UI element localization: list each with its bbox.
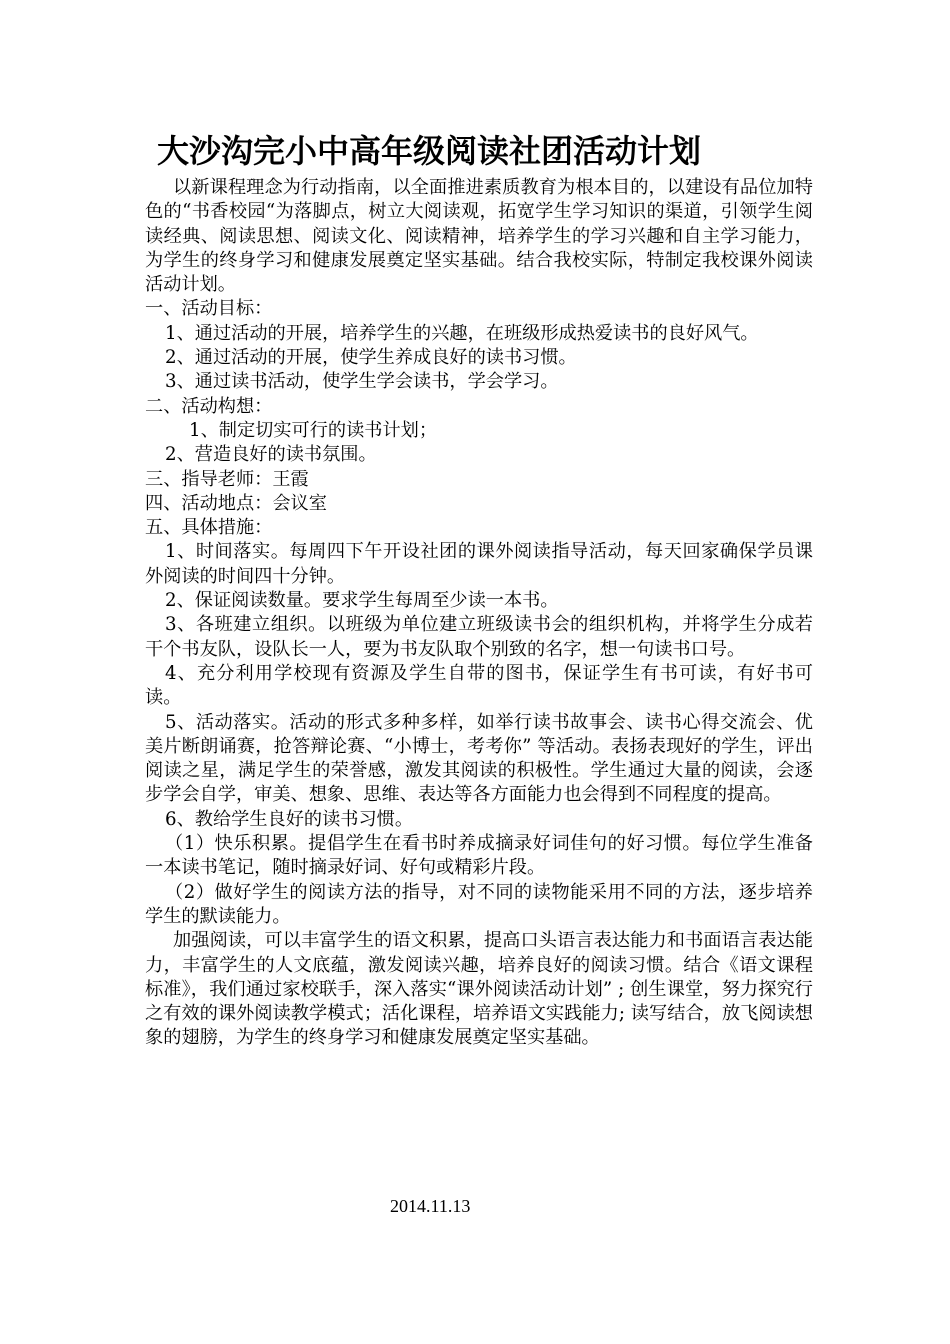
measure-item-2: 2、保证阅读数量。要求学生每周至少读一本书。 xyxy=(165,590,559,612)
document-title: 大沙沟完小中高年级阅读社团活动计划 xyxy=(157,132,702,170)
document-body xyxy=(145,176,813,1051)
concept-item-1: 1、制定切实可行的读书计划； xyxy=(189,419,438,441)
conclusion-paragraph: 加强阅读，可以丰富学生的语文积累，提高口头语言表达能力和书面语言表达能力，丰富学生的人文底蕴，激发阅读兴趣，培养良好的阅读习惯。结合《语文课程标准》，我们通过家校联手，深入落实“课外阅读活动计划” ; 创生课堂，努力探究行之有效的课外阅读教学模式；活化课程，培养语文实践能力; 读写结合，放飞阅读想象的翅膀，为学生的终身学习和健康发展奠定坚实基础。 xyxy=(145,930,813,1049)
goal-item-1: 1、通过活动的开展，培养学生的兴趣，在班级形成热爱读书的良好风气。 xyxy=(165,322,759,344)
teacher-line: 三、指导老师：王霞 xyxy=(145,468,309,490)
document-date: 2014.11.13 xyxy=(390,1196,471,1216)
measure-item-1: 1、时间落实。每周四下午开设社团的课外阅读指导活动，每天回家确保学员课外阅读的时间四十分钟。 xyxy=(145,541,813,587)
measures-heading: 五、具体措施： xyxy=(145,517,273,539)
concept-item-2: 2、营造良好的读书氛围。 xyxy=(165,444,377,466)
measure-subitem-2: （2）做好学生的阅读方法的指导，对不同的读物能采用不同的方法，逐步培养学生的默读能力。 xyxy=(145,881,813,927)
measure-item-6: 6、教给学生良好的读书习惯。 xyxy=(165,808,414,830)
measure-item-3: 3、各班建立组织。以班级为单位建立班级读书会的组织机构，并将学生分成若干个书友队，设队长一人，要为书友队取个别致的名字，想一句读书口号。 xyxy=(145,614,813,660)
concept-heading: 二、活动构想： xyxy=(145,395,273,417)
measure-subitem-1: （1）快乐积累。提倡学生在看书时养成摘录好词佳句的好习惯。每位学生准备一本读书笔记，随时摘录好词、好句或精彩片段。 xyxy=(145,833,813,879)
document-page xyxy=(145,128,813,1051)
goals-heading: 一、活动目标： xyxy=(145,298,273,320)
intro-paragraph: 以新课程理念为行动指南，以全面推进素质教育为根本目的，以建设有品位加特色的“书香校园“为落脚点，树立大阅读观，拓宽学生学习知识的渠道，引领学生阅读经典、阅读思想、阅读文化、阅读精神，培养学生的学习兴趣和自主学习能力，为学生的终身学习和健康发展奠定坚实基础。结合我校实际，特制定我校课外阅读活动计划。 xyxy=(145,177,813,296)
goal-item-2: 2、通过活动的开展，使学生养成良好的读书习惯。 xyxy=(165,347,577,369)
measure-item-4: 4、充分利用学校现有资源及学生自带的图书，保证学生有书可读，有好书可读。 xyxy=(145,662,813,709)
measure-item-5: 5、活动落实。活动的形式多种多样，如举行读书故事会、读书心得交流会、优美片断朗诵赛，抢答辩论赛、“小博士，考考你” 等活动。表扬表现好的学生，评出阅读之星，满足学生的荣誉感，激发其阅读的积极性。学生通过大量的阅读，会逐步学会自学，审美、想象、思维、表达等各方面能力也会得到不同程度的提高。 xyxy=(145,711,813,806)
goal-item-3: 3、通过读书活动，使学生学会读书，学会学习。 xyxy=(165,371,559,393)
location-line: 四、活动地点：会议室 xyxy=(145,492,327,514)
